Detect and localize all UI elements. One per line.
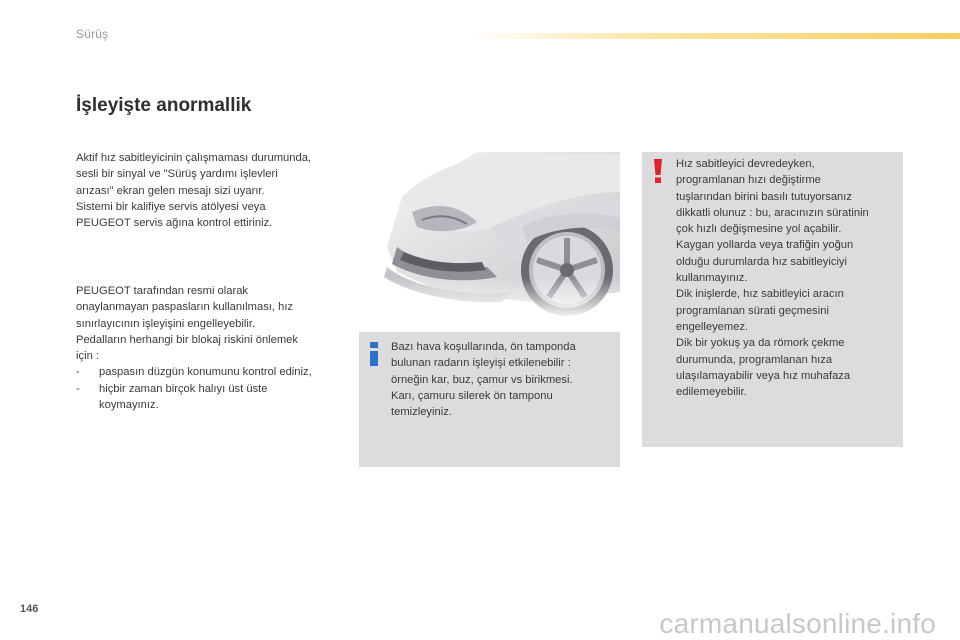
text-line: ulaşılamayabilir veya hız muhafaza [676,369,851,382]
text-line: PEUGEOT tarafından resmi olarak [76,285,249,297]
text-line: kullanmayınız. [676,272,748,285]
page-title: İşleyişte anormallik [76,95,252,116]
text-line: tuşlarından birini basılı tutuyorsanız [676,190,852,203]
instruction-list [76,364,348,413]
text-line: olduğu durumlarda hız sabitleyiciyi [676,255,848,268]
text-line: Pedalların herhangi bir blokaj riskini önlemek [76,333,299,346]
text-line: Dik inişlerde, hız sabitleyici aracın [676,288,844,301]
header-accent-bar [470,33,960,39]
text-line: PEUGEOT servis ağına kontrol ettiriniz. [76,217,273,230]
text-line: programlanan sürati geçmesini [676,304,829,317]
text-line: Hız sabitleyici devredeyken, [676,158,815,170]
warning-text [676,156,900,400]
text-line: Karı, çamuru silerek ön tamponu [391,389,553,402]
text-line: sınırlayıcının işleyişini engelleyebilir. [76,317,256,330]
text-line: paspasın düzgün konumunu kontrol ediniz, [99,366,312,379]
text-line: bulunan radarın işleyişi etkilenebilir : [391,357,571,370]
list-item [76,381,348,414]
text-line: edilemeyebilir. [676,386,747,399]
text-line: için : [76,350,100,363]
text-line: onaylanmayan paspasların kullanılması, hız [76,301,294,314]
bullet-dash: - [76,382,80,395]
text-line: Kaygan yollarda veya trafiğin yoğun [676,239,854,252]
info-icon [367,342,381,366]
text-line: arızası" ekran gelen mesajı sizi uyarır. [76,184,265,197]
text-line: dikkatli olunuz : bu, aracınızın süratinin [676,206,869,219]
info-text [391,339,616,420]
text-line: programlanan hızı değiştirme [676,174,821,187]
car-front-illustration [382,152,620,320]
page-number: 146 [20,603,39,615]
malfunction-paragraph [76,150,346,231]
list-item [76,364,348,380]
text-line: çok hızlı değişmesine yol açabilir. [676,223,842,236]
text-line: durumunda, programlanan hıza [676,353,833,366]
text-line: hiçbir zaman birçok halıyı üst üste [99,382,268,395]
watermark: carmanualsonline.info [659,608,936,639]
text-line: örneğin kar, buz, çamur vs birikmesi. [391,373,573,386]
text-line: Aktif hız sabitleyicinin çalışmaması durumunda, [76,152,312,164]
text-line: sesli bir sinyal ve "Sürüş yardımı işlevleri [76,168,278,181]
floor-mat-paragraph [76,283,348,413]
text-line: Bazı hava koşullarında, ön tamponda [391,341,576,353]
info-box [359,332,620,467]
exclamation-icon [652,159,664,183]
section-label: Sürüş [76,27,109,41]
text-line: Sistemi bir kalifiye servis atölyesi veya [76,200,266,213]
text-line: Dik bir yokuş ya da römork çekme [676,337,845,350]
warning-box [642,152,903,447]
text-line: koymayınız. [99,399,159,412]
text-line: temizleyiniz. [391,406,452,419]
bullet-dash: - [76,366,80,379]
text-line: engelleyemez. [676,320,749,333]
